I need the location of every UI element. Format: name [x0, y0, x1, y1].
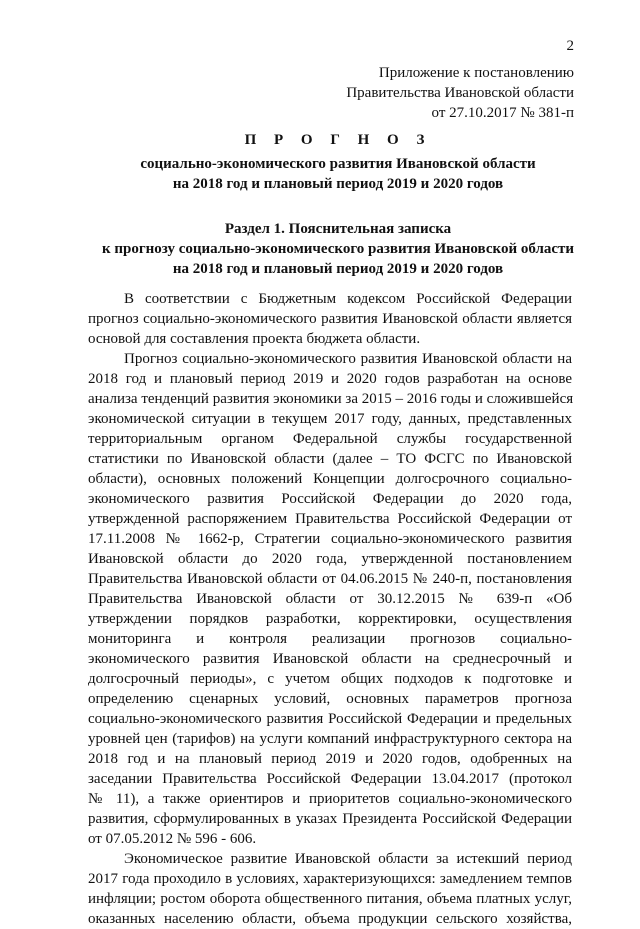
paragraph-line: области), основных положений Концепции долгосрочного социально- — [88, 471, 572, 487]
section-heading-line: на 2018 год и плановый период 2019 и 2020 годов — [172, 261, 504, 277]
paragraph-line: оказанных населению области, объема продукции сельского хозяйства, — [88, 911, 572, 927]
paragraph-line: заседании Правительства Российской Федерации 13.04.2017 (протокол — [88, 771, 572, 787]
paragraph-line: мониторинга и контроля реализации прогнозов социально- — [88, 631, 572, 647]
paragraph-line: Экономическое развитие Ивановской области за истекший период — [124, 851, 572, 867]
paragraph-line: В соответствии с Бюджетным кодексом Российской Федерации — [124, 291, 572, 307]
paragraph-line: Правительства Ивановской области от 04.06.2015 № 240-п, постановления — [88, 571, 572, 587]
paragraph — [88, 349, 572, 849]
paragraph-line: от 07.05.2012 № 596 - 606. — [88, 831, 257, 847]
paragraph-line: 2018 год и на плановый период 2019 и 2020 годов, одобренных на — [88, 751, 572, 767]
paragraph-line: определению сценарных условий, основных параметров прогноза — [88, 691, 572, 707]
paragraph-line: развития, сформулированных в указах Президента Российской Федерации — [88, 811, 572, 827]
paragraph-line: утвержденной распоряжением Правительства Российской Федерации от — [88, 511, 572, 527]
paragraph-line: прогноз социально-экономического развития Ивановской области является — [88, 311, 572, 327]
paragraph-line: 2018 год и плановый период 2019 и 2020 годов разработан на основе — [88, 371, 572, 387]
section-heading-line: Раздел 1. Пояснительная записка — [224, 221, 452, 237]
paragraph-line: экономического развития Ивановской области на среднесрочный и — [88, 651, 572, 667]
paragraph-line: 2017 года проходило в условиях, характеризующихся: замедлением темпов — [88, 871, 572, 887]
appendix-note — [346, 63, 574, 123]
appendix-line: от 27.10.2017 № 381-п — [431, 105, 574, 121]
paragraph — [88, 289, 572, 349]
paragraph-line: социально-экономического развития Российской Федерации и предельных — [88, 711, 572, 727]
body-text — [88, 289, 572, 929]
paragraph-line: № 11), а также ориентиров и приоритетов социально-экономического — [88, 791, 572, 807]
title-line: социально-экономического развития Ивановской области — [140, 156, 536, 172]
appendix-line: Правительства Ивановской области — [346, 85, 574, 101]
title-word: П Р О Г Н О З — [244, 132, 432, 148]
paragraph-line: экономического развития Российской Федерации до 2020 года, — [88, 491, 572, 507]
appendix-line: Приложение к постановлению — [378, 65, 574, 81]
paragraph-line: Ивановской области до 2020 года, утвержденной постановлением — [88, 551, 572, 567]
page-number: 2 — [566, 38, 574, 54]
paragraph-line: основой для составления проекта бюджета области. — [88, 331, 421, 347]
paragraph-line: уровней цен (тарифов) на услуги компаний инфраструктурного сектора на — [88, 731, 572, 747]
paragraph-line: территориальным органом Федеральной службы государственной — [88, 431, 572, 447]
paragraph-line: Прогноз социально-экономического развития Ивановской области на — [124, 351, 572, 367]
title-line: на 2018 год и плановый период 2019 и 2020 годов — [172, 176, 504, 192]
paragraph-line: долгосрочный периоды», с учетом общих подходов к подготовке и — [88, 671, 572, 687]
paragraph-line: статистики по Ивановской области (далее – ТО ФСГС по Ивановской — [88, 451, 572, 467]
document-title — [88, 130, 588, 194]
section-heading — [88, 219, 588, 279]
paragraph — [88, 849, 572, 929]
paragraph-line: утверждении порядков разработки, корректировки, осуществления — [88, 611, 572, 627]
paragraph-line: Правительства Ивановской области от 30.12.2015 № 639-п «Об — [88, 591, 572, 607]
paragraph-line: 17.11.2008 № 1662-р, Стратегии социально-экономического развития — [88, 531, 572, 547]
paragraph-line: анализа тенденций развития экономики за 2015 – 2016 годы и сложившейся — [88, 391, 574, 407]
paragraph-line: инфляции; ростом оборота общественного питания, объема платных услуг, — [88, 891, 572, 907]
paragraph-line: экономической ситуации в текущем 2017 году, данных, представленных — [88, 411, 572, 427]
section-heading-line: к прогнозу социально-экономического развития Ивановской области — [101, 241, 575, 257]
